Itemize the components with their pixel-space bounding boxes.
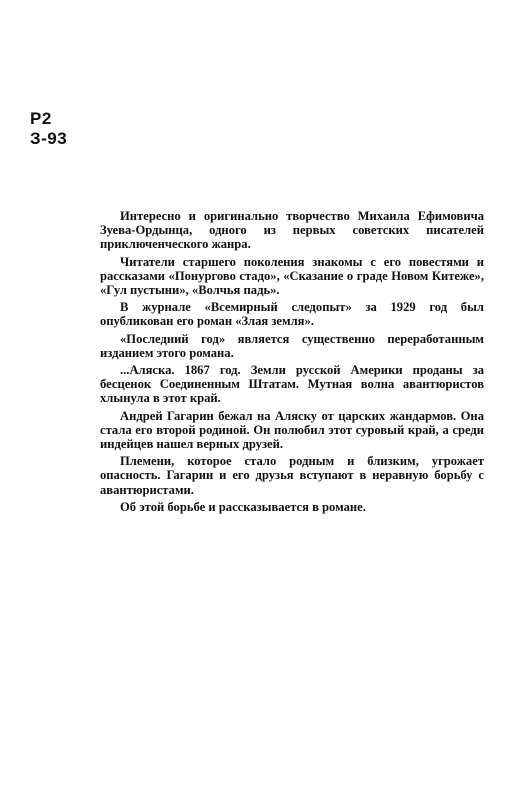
- author-mark: З-93: [30, 129, 68, 148]
- annotation-text: [100, 209, 484, 517]
- annotation-paragraph: Об этой борьбе и рассказывается в романе.: [120, 499, 366, 514]
- annotation-paragraph: Андрей Гагарин бежал на Аляску от царских жандармов. Она стала его второй родиной. Он полюбил этот суровый край, а среди индейцев нашел верных друзей.: [100, 408, 484, 452]
- annotation-paragraph: Читатели старшего поколения знакомы с его повестями и рассказами «Понургово стадо», «Сказание о граде Новом Китеже», «Гул пустыни», «Волчья падь».: [100, 254, 484, 298]
- annotation-paragraph: «Последний год» является существенно переработанным изданием этого романа.: [100, 331, 484, 360]
- classification-code: Р2: [30, 109, 52, 128]
- annotation-paragraph: ...Аляска. 1867 год. Земли русской Америки проданы за бесценок Соединенным Штатам. Мутная волна авантюристов хлынула в этот край.: [100, 363, 484, 406]
- annotation-paragraph: Интересно и оригинально творчество Михаила Ефимовича Зуева-Ордынца, одного из первых советских писателей приключенческого жанра.: [100, 209, 484, 252]
- annotation-paragraph: В журнале «Всемирный следопыт» за 1929 год был опубликован его роман «Злая земля».: [100, 300, 484, 329]
- annotation-paragraph: Племени, которое стало родным и близким, угрожает опасность. Гагарин и его друзья вступают в неравную борьбу с авантюристами.: [100, 454, 484, 497]
